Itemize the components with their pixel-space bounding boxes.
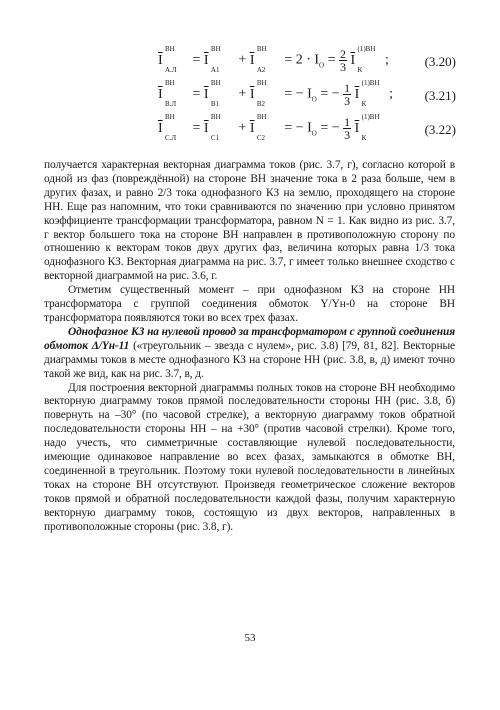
equation-number: (3.21)	[424, 88, 456, 103]
equation-3-20	[0, 44, 500, 74]
equation-3-22	[0, 112, 500, 142]
page-number: 53	[244, 632, 256, 644]
equation-formula: $\overline{I}$ ВН А.Л = $\overline{I}$ ВН А1 + $\overline{I}$ ВН А2 = $2 \cdot I_О$ = $\frac{2}{3}$ $\overline{I}$ (1)ВН К ;	[158, 44, 389, 74]
paragraph-text: («треугольник – звезда с нулем», рис. 3.8) [79, 81, 82]. Векторные диаграммы токов в месте однофазного КЗ на стороне НН (рис. 3.8, в, д) имеют точно такой же вид, как на рис. 3.7, в, д.	[44, 339, 455, 380]
equation-number: (3.22)	[424, 122, 456, 137]
paragraph-important-note: Отметим существенный момент – при однофазном КЗ на стороне НН трансформатора с группой соединения обмоток Y/Yн-0 на стороне ВН трансформатора появляются токи во всех трех фазах.	[44, 284, 455, 324]
equation-formula: $\overline{I}$ ВН С.Л = $\overline{I}$ ВН С1 + $\overline{I}$ ВН С2 = − $I_О$ = − $\frac{1}{3}$ $\overline{I}$ (1)ВН К	[158, 112, 380, 142]
section-heading: Однофазное КЗ на нулевой провод за трансформатором с группой соединения обмоток Δ/Yн-11	[44, 325, 455, 352]
equation-formula: $\overline{I}$ ВН В.Л = $\overline{I}$ ВН В1 + $\overline{I}$ ВН В2 = − $I_О$ = − $\frac{1}{3}$ $\overline{I}$ (1)ВН К ;	[158, 78, 394, 108]
body-text	[44, 159, 455, 534]
paragraph-vector-diagram: получается характерная векторная диаграмма токов (рис. 3.7, г), согласно которой в одной из фаз (повреждённой) на стороне ВН значение тока в 2 раза больше, чем в других фазах, и равно 2/3 тока однофазного КЗ на землю, проходящего на стороне НН. Еще раз напомним, что токи сравниваются по значению при условно принятом коэффициенте трансформации трансформатора, равном N = 1. Как видно из рис. 3.7, г вектор большего тока на стороне ВН направлен в противоположную сторону по отношению к векторам токов двух других фаз, величина которых равна 1/3 тока однофазного КЗ. Векторная диаграмма на рис. 3.7, г имеет только внешнее сходство с векторной диаграммой на рис. 3.6, г.	[44, 159, 455, 283]
paragraph-delta-star	[44, 326, 455, 382]
equation-number: (3.20)	[424, 54, 456, 69]
paragraph-construction: Для построения векторной диаграммы полных токов на стороне ВН необходимо векторную диаграмму токов прямой последовательности стороны НН (рис. 3.8, б) повернуть на –30° (по часовой стрелке), а векторную диаграмму токов обратной последовательности стороны НН – на +30° (против часовой стрелки). Кроме того, надо учесть, что симметричные составляющие нулевой последовательности, имеющие одинаковое направление во всех фазах, замыкаются в обмотке ВН, соединенной в треугольник. Поэтому токи нулевой последовательности в линейных токах на стороне ВН отсутствуют. Произведя геометрическое сложение векторов токов прямой и обратной последовательности каждой фазы, получим характерную векторную диаграмму токов, состоящую из двух векторов, направленных в противоположные стороны (рис. 3.8, г).	[44, 381, 455, 533]
equation-3-21	[0, 78, 500, 108]
